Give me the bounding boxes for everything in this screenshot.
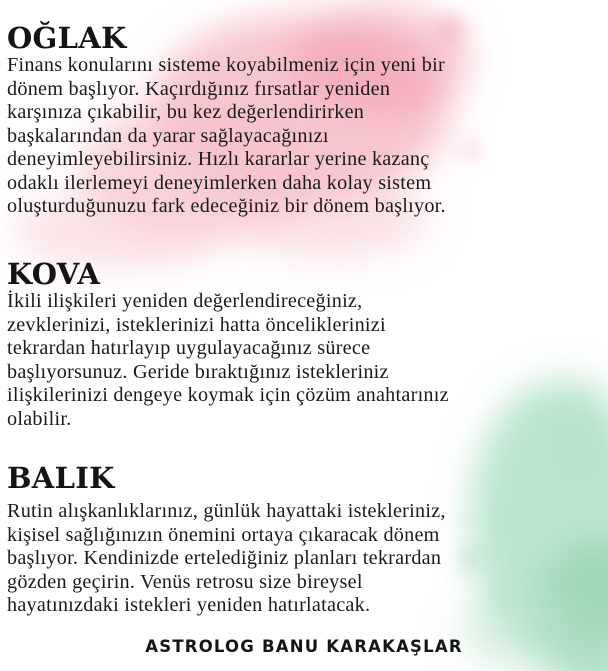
sign-title-oglak: OĞLAK xyxy=(7,21,127,55)
sign-title-balik: BALIK xyxy=(7,461,115,495)
sign-text-balik: Rutin alışkanlıklarınız, günlük hayattaki istekleriniz, kişisel sağlığınızın önemini ortaya çıkaracak dönem başlıyor. Kendinizde ertelediğiniz planları tekrardan gözden geçirin. Venüs retrosu size bireysel hayatınızdaki istekleri yeniden hatırlatacak. xyxy=(7,500,446,616)
sign-text-kova: İkili ilişkileri yeniden değerlendireceğiniz, zevklerinizi, isteklerinizi hatta önceliklerinizi tekrardan hatırlayıp uygulayacağınız sürece başlıyorsunuz. Geride bıraktığınız istekleriniz ilişkilerinizi dengeye koymak için çözüm anahtarınız olabilir. xyxy=(7,290,449,430)
sign-text-oglak: Finans konularını sisteme koyabilmeniz için yeni bir dönem başlıyor. Kaçırdığınız fırsatlar yeniden karşınıza çıkabilir, bu kez değerlendirirken başkalarından da yarar sağlayacağınızı deneyimleyebilirsiniz. Hızlı kararlar yerine kazanç odaklı ilerlemeyi deneyimlerken daha kolay sistem oluşturduğunuzu fark edeceğiniz bir dönem başlıyor. xyxy=(7,54,446,217)
author-signature: ASTROLOG BANU KARAKAŞLAR xyxy=(145,637,463,656)
sign-title-kova: KOVA xyxy=(7,257,101,291)
